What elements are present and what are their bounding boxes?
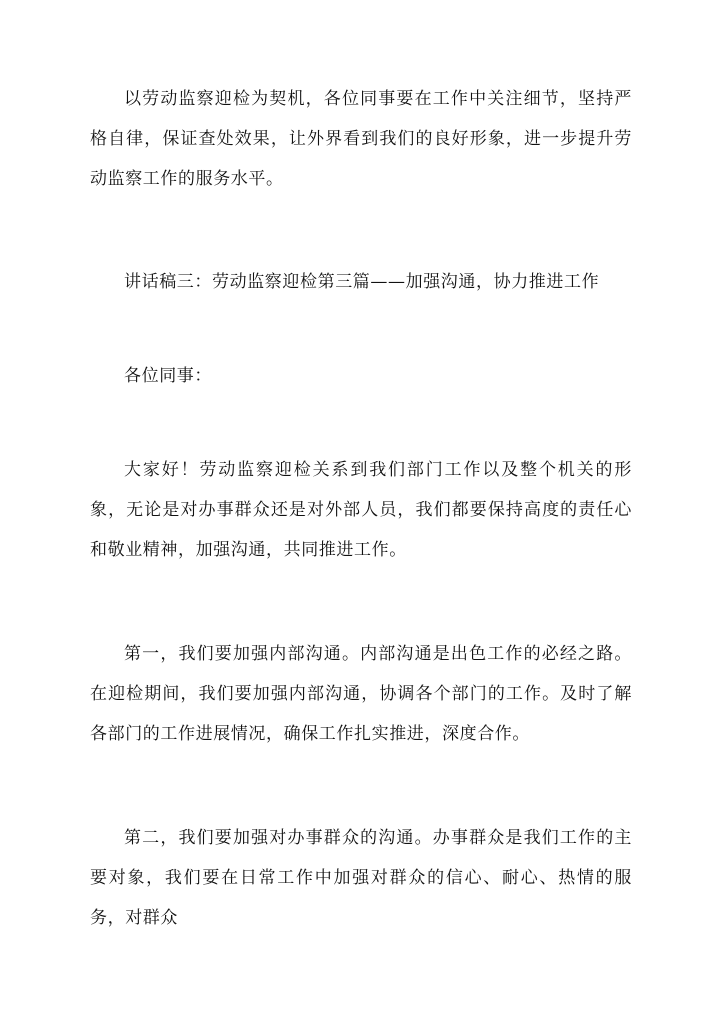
paragraph-greeting: 大家好！劳动监察迎检关系到我们部门工作以及整个机关的形象，无论是对办事群众还是对外部人员，我们都要保持高度的责任心和敬业精神，加强沟通，共同推进工作。 <box>90 460 632 560</box>
speech-heading: 讲话稿三：劳动监察迎检第三篇——加强沟通，协力推进工作 <box>124 272 600 292</box>
paragraph-point-two: 第二，我们要加强对办事群众的沟通。办事群众是我们工作的主要对象，我们要在日常工作中加强对群众的信心、耐心、热情的服务，对群众 <box>90 828 632 928</box>
salutation: 各位同事： <box>124 366 212 386</box>
paragraph-closing-remarks: 以劳动监察迎检为契机，各位同事要在工作中关注细节，坚持严格自律，保证查处效果，让外界看到我们的良好形象，进一步提升劳动监察工作的服务水平。 <box>90 89 632 189</box>
paragraph-point-one: 第一，我们要加强内部沟通。内部沟通是出色工作的必经之路。在迎检期间，我们要加强内部沟通，协调各个部门的工作。及时了解各部门的工作进展情况，确保工作扎实推进，深度合作。 <box>90 644 632 744</box>
